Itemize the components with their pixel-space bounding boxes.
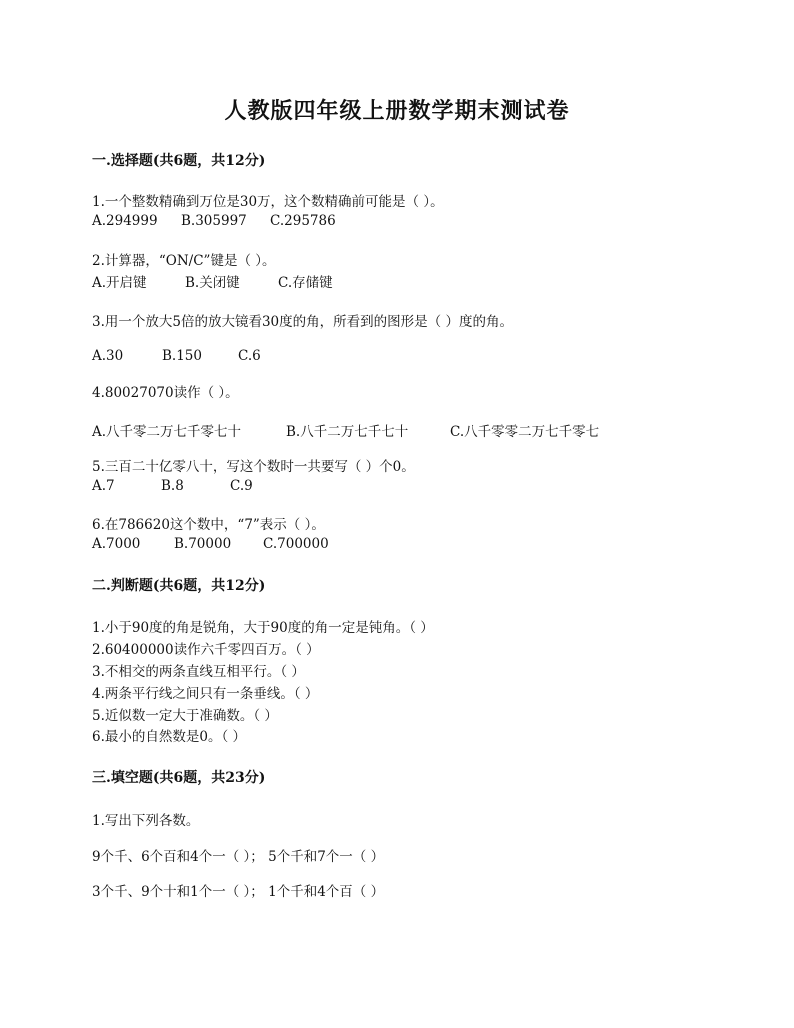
- question-text: 4.80027070读作（ ）。: [92, 385, 239, 401]
- option-c: C.八千零零二万七千零七: [450, 424, 600, 440]
- section-heading-true-false: 二.判断题(共6题，共12分): [92, 578, 266, 594]
- statement: 4.两条平行线之间只有一条垂线。（ ）: [92, 686, 319, 702]
- option-b: B.8: [161, 478, 184, 494]
- option-a: A.294999: [92, 213, 158, 229]
- option-b: B.150: [162, 348, 202, 364]
- option-b: B.八千二万七千七十: [286, 424, 409, 440]
- fill-in-line: 9个千、6个百和4个一（ ）； 5个千和7个一（ ）: [92, 849, 385, 865]
- option-c: C.295786: [270, 213, 336, 229]
- statement: 3.不相交的两条直线互相平行。（ ）: [92, 664, 305, 680]
- option-a: A.7000: [92, 536, 141, 552]
- question-text: 1.一个整数精确到万位是30万，这个数精确前可能是（ ）。: [92, 194, 444, 210]
- option-a: A.7: [92, 478, 115, 494]
- section-heading-fill-in: 三.填空题(共6题，共23分): [92, 770, 266, 786]
- question-text: 6.在786620这个数中，“7”表示（ ）。: [92, 517, 325, 533]
- statement: 2.60400000读作六千零四百万。（ ）: [92, 642, 320, 658]
- fill-in-line: 3个千、9个十和1个一（ ）； 1个千和4个百（ ）: [92, 884, 385, 900]
- question-text: 5.三百二十亿零八十，写这个数时一共要写（ ）个0。: [92, 459, 415, 475]
- option-b: B.305997: [181, 213, 247, 229]
- question-text: 2.计算器，“ON/C”键是（ ）。: [92, 253, 276, 269]
- option-c: C.存储键: [278, 275, 333, 291]
- option-a: A.八千零二万七千零七十: [92, 424, 242, 440]
- statement: 5.近似数一定大于准确数。（ ）: [92, 708, 278, 724]
- option-a: A.开启键: [92, 275, 147, 291]
- section-heading-multiple-choice: 一.选择题(共6题，共12分): [92, 153, 266, 169]
- option-a: A.30: [92, 348, 124, 364]
- option-b: B.关闭键: [185, 275, 240, 291]
- option-c: C.6: [238, 348, 261, 364]
- option-row: [92, 271, 333, 291]
- question-text: 1.写出下列各数。: [92, 813, 200, 829]
- option-row: [92, 213, 336, 229]
- option-b: B.70000: [174, 536, 232, 552]
- option-row: [92, 348, 261, 364]
- option-row: [92, 536, 329, 552]
- option-c: C.700000: [263, 536, 329, 552]
- question-text: 3.用一个放大5倍的放大镜看30度的角，所看到的图形是（ ）度的角。: [92, 314, 513, 330]
- option-row: [92, 420, 599, 440]
- statement: 6.最小的自然数是0。（ ）: [92, 729, 247, 745]
- statement: 1.小于90度的角是锐角，大于90度的角一定是钝角。（ ）: [92, 620, 434, 636]
- option-row: [92, 478, 253, 494]
- page-title: 人教版四年级上册数学期末测试卷: [224, 98, 570, 124]
- option-c: C.9: [230, 478, 253, 494]
